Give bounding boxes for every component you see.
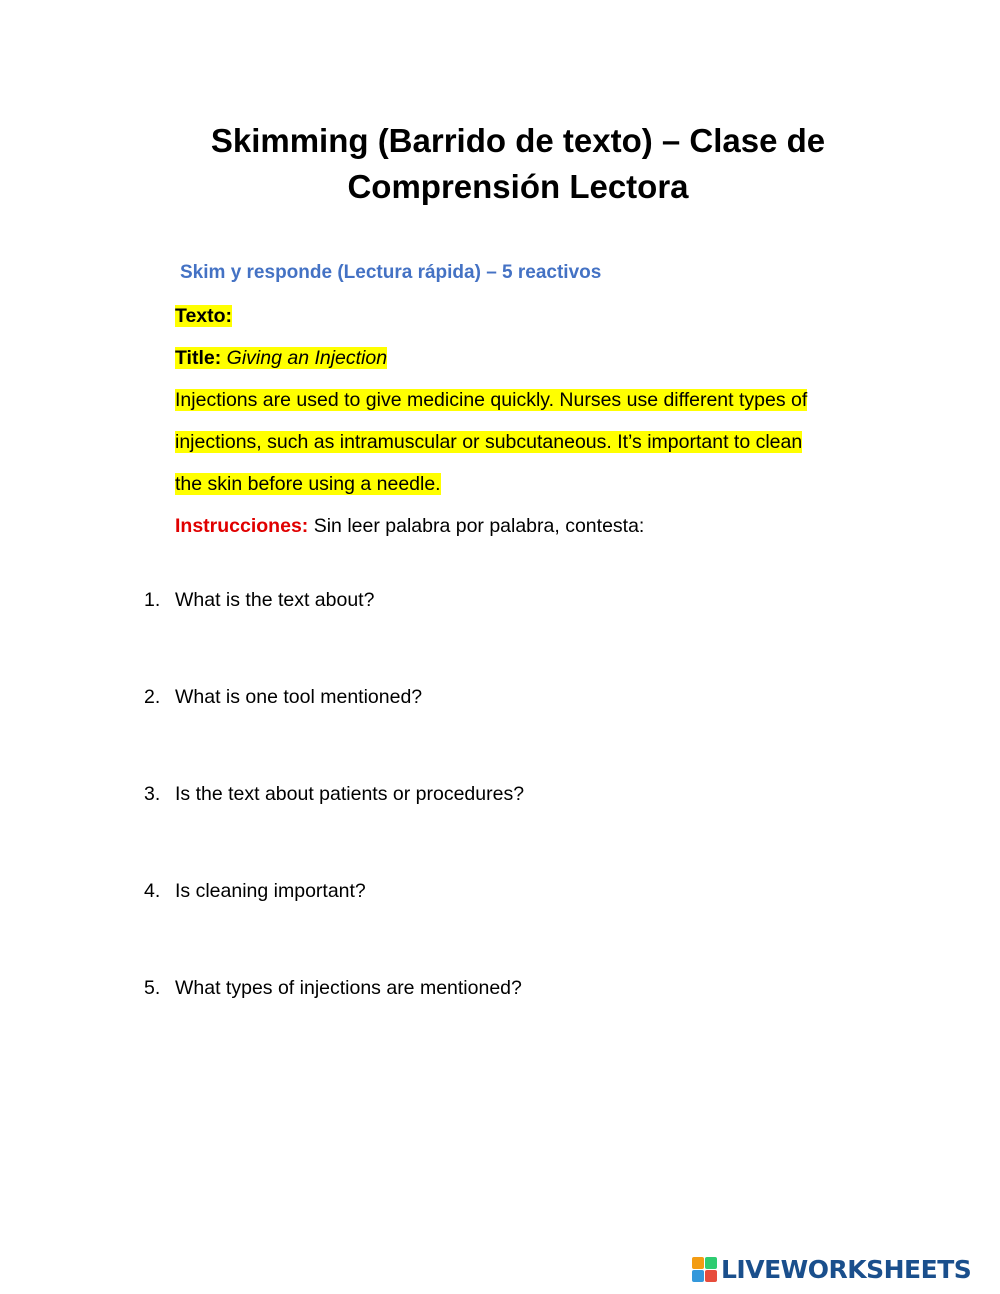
instructions-label: Instrucciones: — [175, 515, 309, 537]
question-text: What types of injections are mentioned? — [175, 977, 522, 999]
question-item — [144, 683, 422, 711]
paragraph-text: Injections are used to give medicine quickly. Nurses use different types of — [175, 389, 808, 411]
question-number: 5. — [144, 977, 161, 999]
logo-text: LIVEWORKSHEETS — [721, 1254, 972, 1284]
question-text: Is cleaning important? — [175, 880, 366, 902]
instructions-line — [175, 512, 644, 540]
texto-label: Texto: — [175, 305, 233, 327]
paragraph-text: injections, such as intramuscular or subcutaneous. It’s important to clean — [175, 431, 803, 453]
reading-title: Giving an Injection — [226, 347, 388, 369]
question-number: 3. — [144, 783, 161, 805]
question-item — [144, 780, 524, 808]
question-text: What is the text about? — [175, 589, 375, 611]
question-number: 1. — [144, 589, 161, 611]
question-item — [144, 877, 366, 905]
reading-title-line — [175, 344, 387, 372]
title-label: Title: — [175, 347, 222, 369]
instructions-text: Sin leer palabra por palabra, contesta: — [308, 515, 645, 537]
section-subtitle: Skim y responde (Lectura rápida) – 5 reactivos — [180, 262, 602, 283]
page-title: Skimming (Barrido de texto) – Clase de Comprensión Lectora — [210, 122, 826, 205]
logo-blocks-icon — [692, 1257, 717, 1282]
paragraph-line-1 — [175, 386, 807, 414]
paragraph-line-2 — [175, 428, 802, 456]
question-item — [144, 974, 522, 1002]
paragraph-line-3 — [175, 470, 441, 498]
paragraph-text: the skin before using a needle. — [175, 473, 441, 495]
texto-line — [175, 302, 232, 330]
question-number: 2. — [144, 686, 161, 708]
question-item — [144, 586, 374, 614]
question-text: Is the text about patients or procedures? — [175, 783, 525, 805]
question-number: 4. — [144, 880, 161, 902]
question-text: What is one tool mentioned? — [175, 686, 423, 708]
liveworksheets-logo — [692, 1254, 971, 1284]
